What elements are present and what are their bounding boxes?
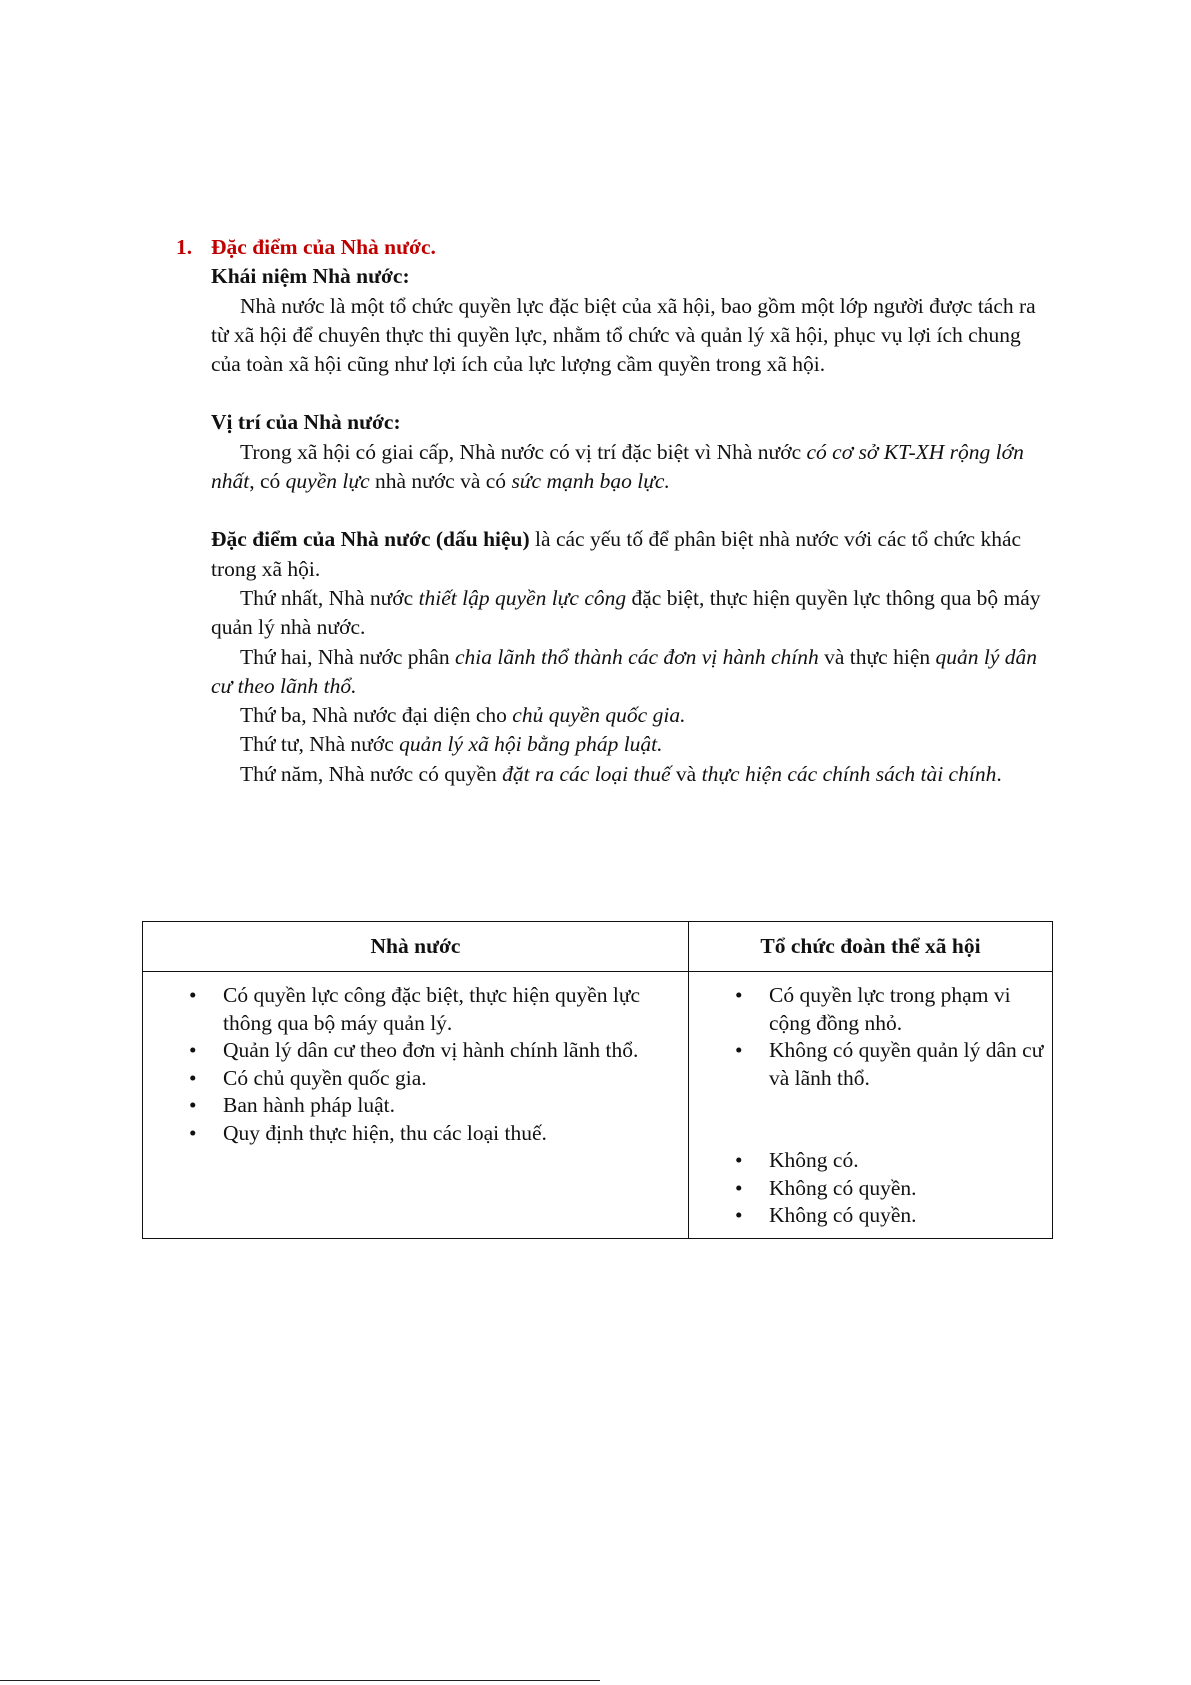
list-item: • Không có. bbox=[697, 1147, 1044, 1175]
list-item: • Ban hành pháp luật. bbox=[151, 1092, 680, 1120]
list-item: • Quản lý dân cư theo đơn vị hành chính lãnh thổ. bbox=[151, 1037, 680, 1065]
section-heading bbox=[176, 233, 1051, 262]
header-social-organization: Tổ chức đoàn thể xã hội bbox=[689, 922, 1053, 972]
list-item: • Có quyền lực trong phạm vi cộng đồng nhỏ. bbox=[697, 982, 1044, 1037]
list-item: • Quy định thực hiện, thu các loại thuế. bbox=[151, 1120, 680, 1148]
spacer bbox=[211, 496, 1051, 525]
table-header-row bbox=[143, 922, 1053, 972]
feature-item-2: Thứ hai, Nhà nước phân chia lãnh thổ thành các đơn vị hành chính và thực hiện quản lý dân cư theo lãnh thổ. bbox=[211, 644, 1038, 698]
concept-body: Nhà nước là một tổ chức quyền lực đặc biệt của xã hội, bao gồm một lớp người được tách ra từ xã hội để chuyên thực thi quyền lực, nhằm tổ chức và quản lý xã hội, phục vụ lợi ích chung của toàn xã hội cũng như lợi ích của lực lượng cầm quyền trong xã hội. bbox=[211, 293, 1036, 377]
spacer bbox=[211, 379, 1051, 408]
list-item: • Không có quyền quản lý dân cư và lãnh thổ. bbox=[697, 1037, 1044, 1092]
feature-item-1: Thứ nhất, Nhà nước thiết lập quyền lực công đặc biệt, thực hiện quyền lực thông qua bộ máy quản lý nhà nước. bbox=[211, 585, 1041, 640]
section-number: 1. bbox=[176, 235, 193, 259]
features-intro: Đặc điểm của Nhà nước (dấu hiệu) là các yếu tố để phân biệt nhà nước với các tổ chức khác trong xã hội. bbox=[211, 527, 1022, 581]
comparison-table bbox=[142, 921, 1053, 1239]
list-item: • Có chủ quyền quốc gia. bbox=[151, 1065, 680, 1093]
header-state: Nhà nước bbox=[143, 922, 689, 972]
position-body: Trong xã hội có giai cấp, Nhà nước có vị trí đặc biệt vì Nhà nước có cơ sở KT-XH rộng lớn nhất, có quyền lực nhà nước và có sức mạnh bạo lực. bbox=[211, 439, 1024, 494]
feature-item-5: Thứ năm, Nhà nước có quyền đặt ra các loại thuế và thực hiện các chính sách tài chính. bbox=[240, 761, 1002, 786]
feature-item-4: Thứ tư, Nhà nước quản lý xã hội bằng pháp luật. bbox=[240, 732, 663, 757]
social-org-list-bottom bbox=[697, 1147, 1044, 1230]
footer-divider bbox=[0, 1680, 600, 1681]
state-cell bbox=[143, 972, 689, 1239]
table-row bbox=[143, 972, 1053, 1239]
state-list bbox=[151, 982, 680, 1147]
feature-item-3: Thứ ba, Nhà nước đại diện cho chủ quyền quốc gia. bbox=[240, 703, 686, 728]
position-title: Vị trí của Nhà nước: bbox=[211, 410, 401, 435]
list-item: • Có quyền lực công đặc biệt, thực hiện quyền lực thông qua bộ máy quản lý. bbox=[151, 982, 680, 1037]
spacer bbox=[697, 1092, 1044, 1147]
social-org-cell bbox=[689, 972, 1053, 1239]
document-content bbox=[176, 233, 1051, 789]
list-item: • Không có quyền. bbox=[697, 1175, 1044, 1203]
features-title: Đặc điểm của Nhà nước (dấu hiệu) bbox=[211, 527, 530, 552]
concept-title: Khái niệm Nhà nước: bbox=[211, 264, 410, 289]
social-org-list-top bbox=[697, 982, 1044, 1092]
section-title: Đặc điểm của Nhà nước. bbox=[211, 235, 436, 259]
list-item: • Không có quyền. bbox=[697, 1202, 1044, 1230]
